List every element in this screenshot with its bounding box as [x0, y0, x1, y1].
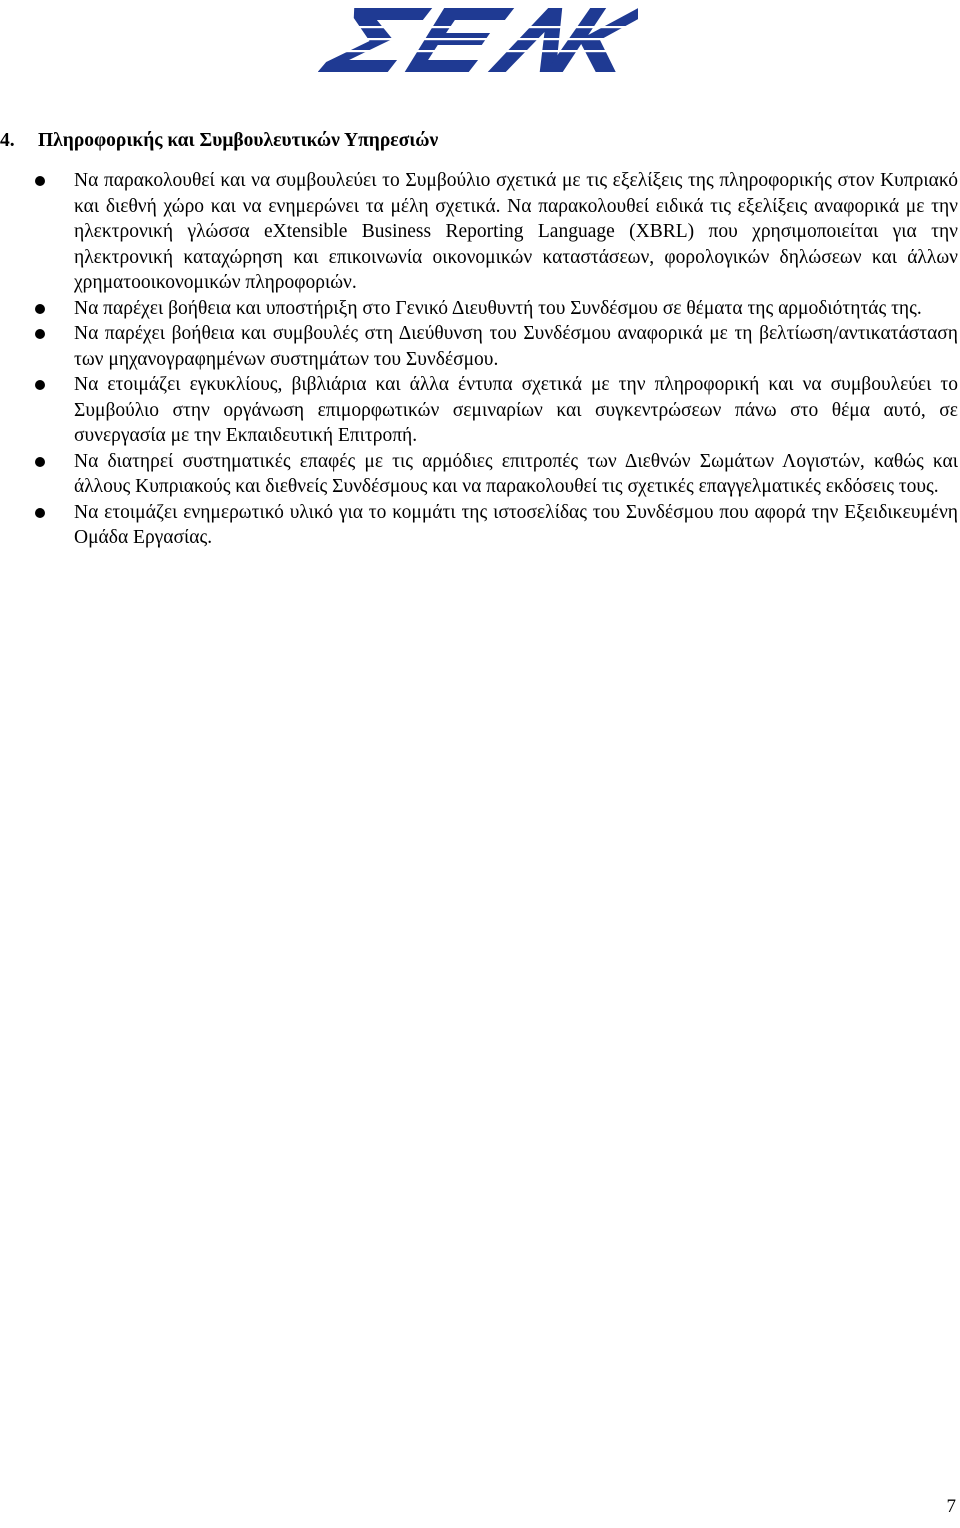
page-number: 7 — [946, 1496, 956, 1517]
list-item-text: Να παρέχει βοήθεια και υποστήριξη στο Γενικό Διευθυντή του Συνδέσμου σε θέματα της αρμοδιότητάς της. — [74, 297, 922, 319]
list-item — [0, 372, 958, 449]
list-item — [0, 500, 958, 551]
list-item-text: Να παρέχει βοήθεια και συμβουλές στη Διεύθυνση του Συνδέσμου αναφορικά με τη βελτίωση/αντικατάσταση των μηχανογραφημένων συστημάτων του Συνδέσμου. — [74, 323, 958, 370]
bullet-icon — [35, 304, 45, 314]
list-item-text: Να ετοιμάζει ενημερωτικό υλικό για το κομμάτι της ιστοσελίδας του Συνδέσμου που αφορά την Εξειδικευμένη Ομάδα Εργασίας. — [74, 501, 958, 548]
bullet-icon — [35, 508, 45, 518]
section-title: Πληροφορικής και Συμβουλευτικών Υπηρεσιών — [38, 130, 439, 151]
list-item — [0, 321, 958, 372]
list-item — [0, 296, 958, 322]
list-item-text: Να ετοιμάζει εγκυκλίους, βιβλιάρια και άλλα έντυπα σχετικά με την πληροφορική και να συμβουλεύει το Συμβούλιο στην οργάνωση επιμορφωτικών σεμιναρίων και συγκεντρώσεων πάνω στο θέμα αυτό, σε συνεργασία με την Εκπαιδευτική Επιτροπή. — [74, 374, 958, 446]
section-heading — [0, 128, 438, 154]
logo-text — [318, 74, 319, 75]
list-item — [0, 449, 958, 500]
section-number: 4. — [0, 130, 15, 151]
responsibilities-list — [0, 168, 958, 551]
bullet-icon — [35, 380, 45, 390]
list-item — [0, 168, 958, 296]
list-item-text: Να διατηρεί συστηματικές επαφές με τις αρμόδιες επιτροπές των Διεθνών Σωμάτων Λογιστών, καθώς και άλλους Κυπριακούς και διεθνείς Συνδέσμους και να παρακολουθεί τις σχετικές επαγγελματικές εκδόσεις τους. — [74, 450, 958, 497]
bullet-icon — [35, 176, 45, 186]
list-item-text: Να παρακολουθεί και να συμβουλεύει το Συμβούλιο σχετικά με τις εξελίξεις της πληροφορικής στον Κυπριακό και διεθνή χώρο και να ενημερώνει τα μέλη σχετικά. Να παρακολουθεί ειδικά τις εξελίξεις αναφορικά με την ηλεκτρονική γλώσσα eXtensible Business Reporting Language (XBRL) που χρησιμοποιείται για την ηλεκτρονική καταχώρηση και επικοινωνία οικονομικών καταστάσεων, φορολογικών δηλώσεων και άλλων χρηματοοικονομικών πληροφοριών. — [74, 170, 958, 293]
bullet-icon — [35, 329, 45, 339]
selk-logo-graphic — [318, 4, 638, 74]
selk-logo — [318, 4, 638, 74]
bullet-icon — [35, 457, 45, 467]
